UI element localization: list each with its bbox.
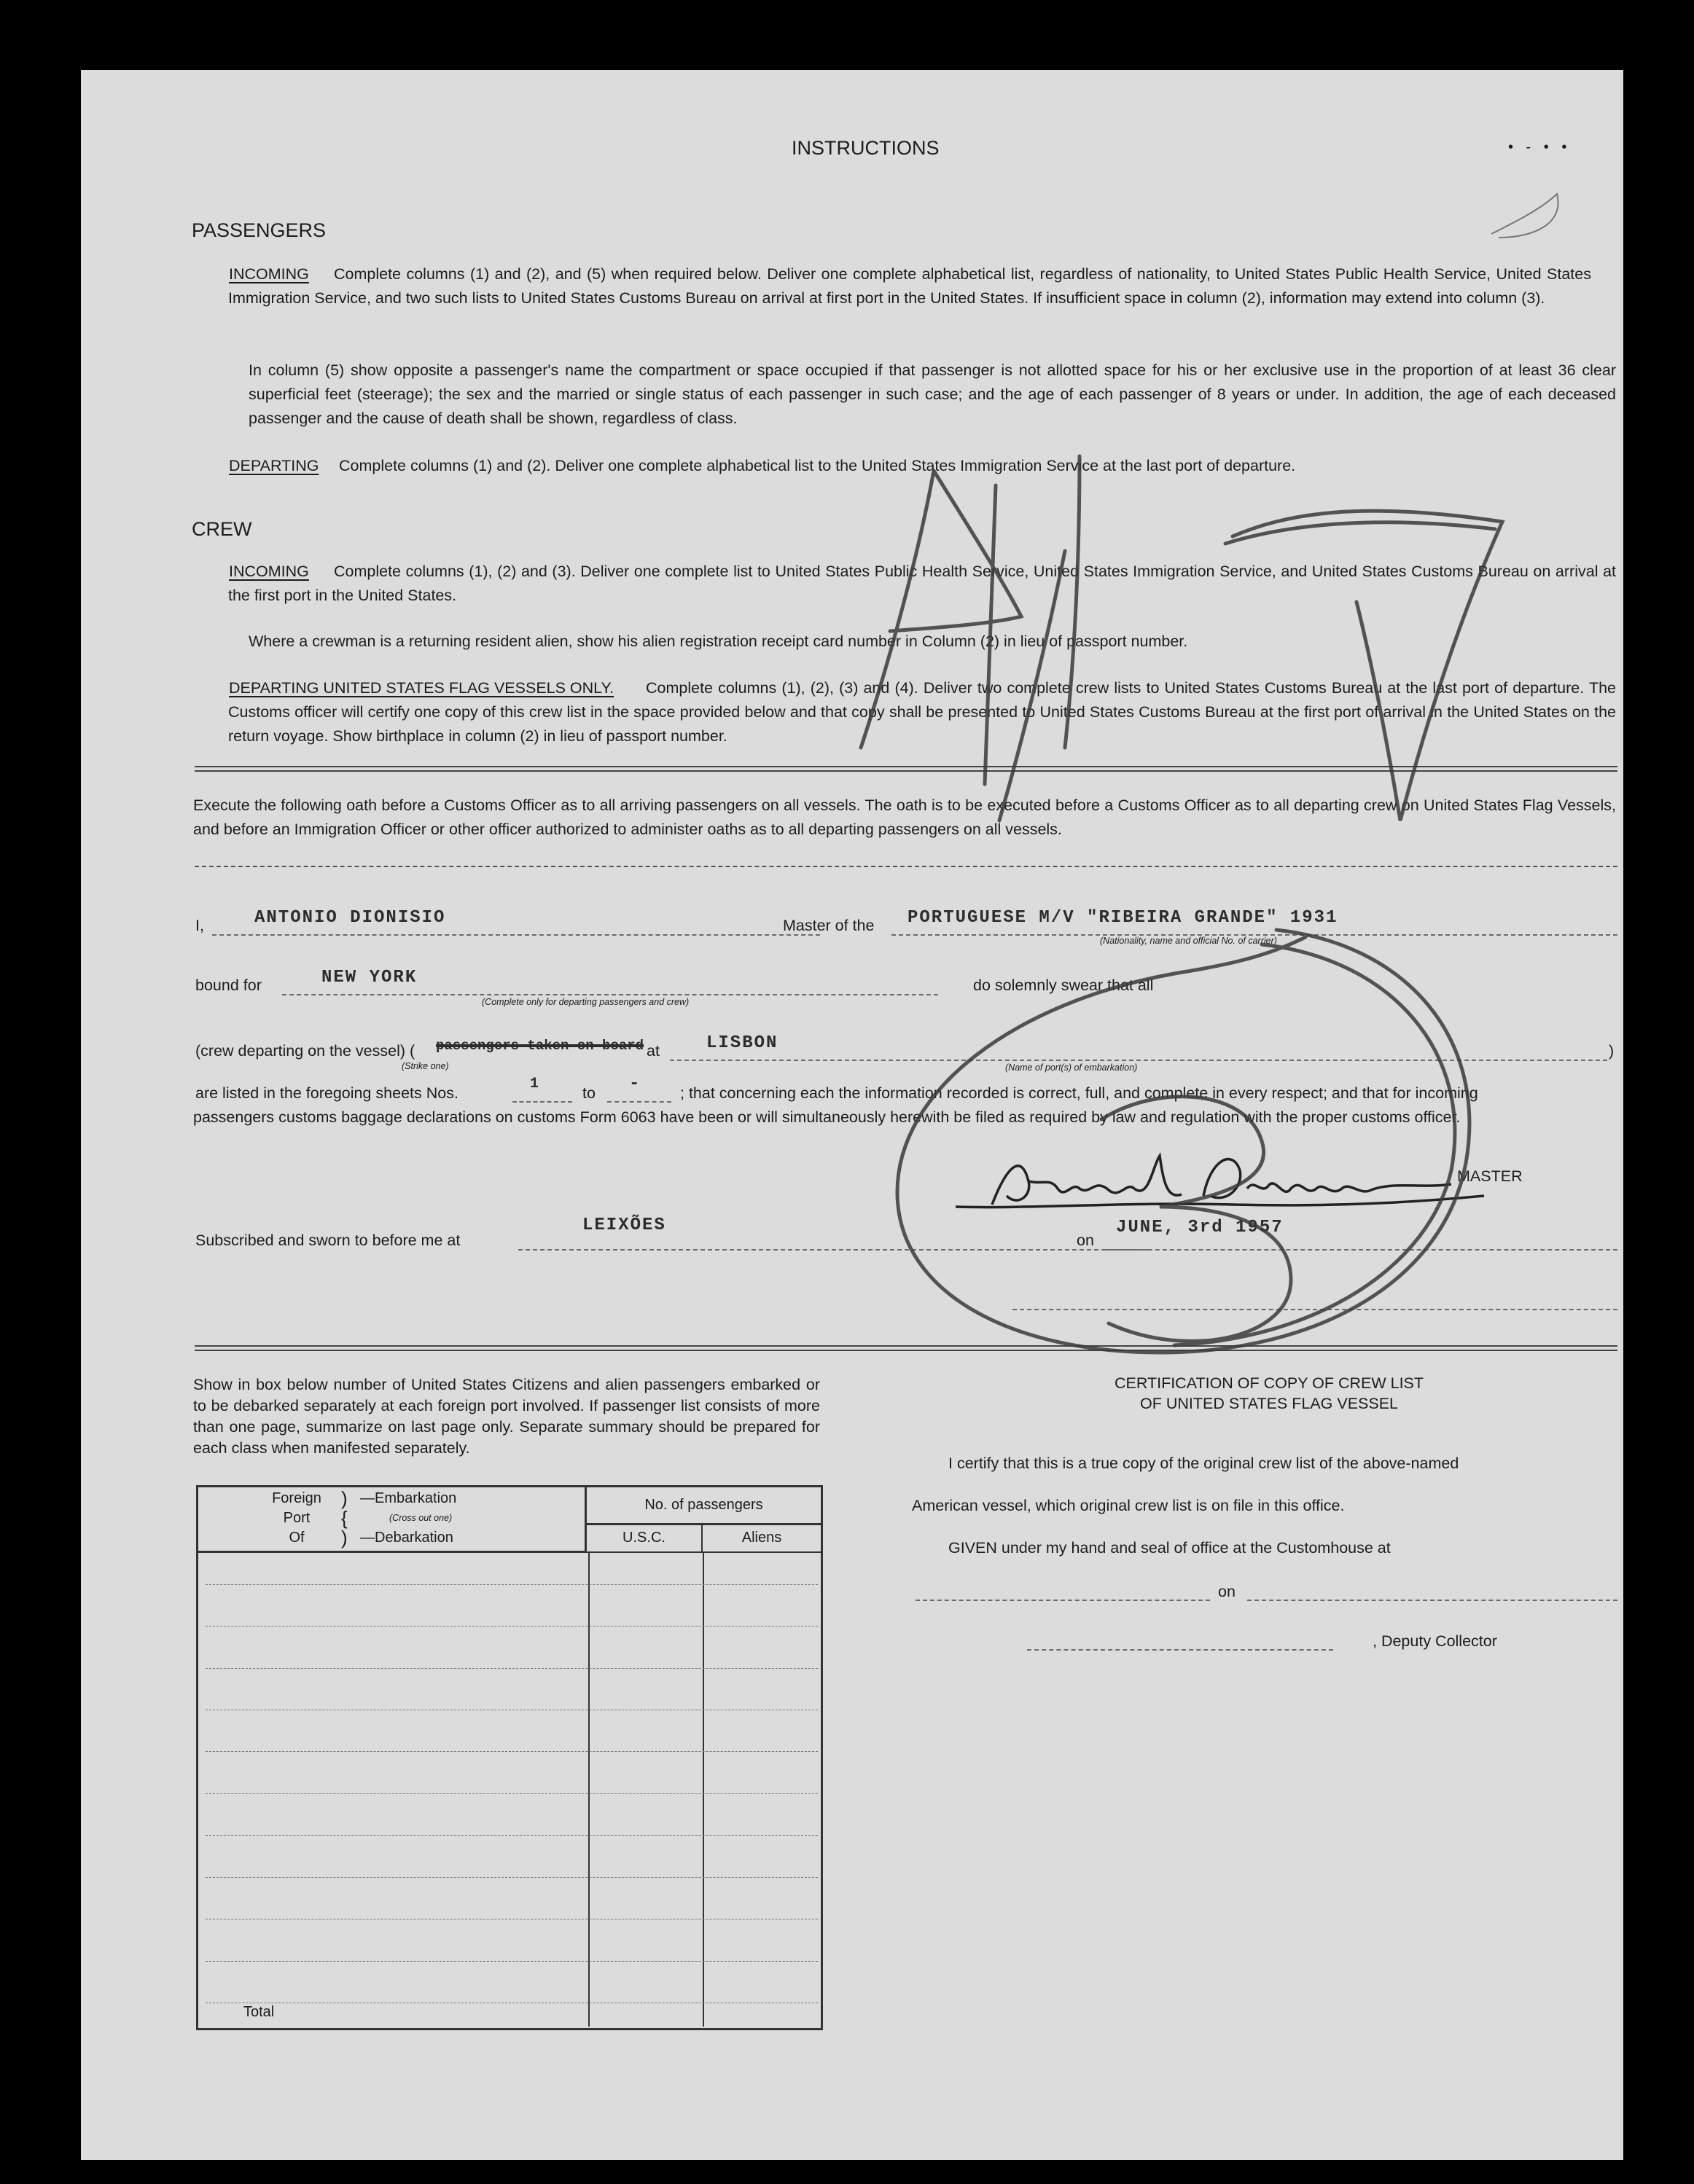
- strike-note: (Strike one): [402, 1061, 449, 1071]
- listed-label: are listed in the foregoing sheets Nos.: [195, 1084, 458, 1102]
- document-page: [81, 70, 1623, 2160]
- total-label: Total: [243, 2004, 275, 2020]
- oath-i-label: I,: [195, 917, 204, 934]
- col-of: Of: [289, 1530, 305, 1546]
- destination-typed: NEW YORK: [321, 968, 418, 987]
- certification-heading-2: OF UNITED STATES FLAG VESSEL: [1139, 1395, 1399, 1412]
- master-name-typed: ANTONIO DIONISIO: [254, 908, 446, 928]
- oath-divider: [195, 866, 1617, 867]
- row-line: [206, 1877, 818, 1878]
- oath-instructions: Execute the following oath before a Customs Officer as to all arriving passengers on all vessels. The oath is to be executed before a Customs Officer as to all departing crew on United States Flag Vessels, and before an Immigration Officer or other officer authorized to administer oaths as to all departing passengers on all vessels.: [193, 797, 1616, 838]
- circled-number-3: [868, 915, 1495, 1367]
- to-label: to: [582, 1084, 596, 1102]
- at-label: at: [647, 1042, 660, 1060]
- certification-on-label: on: [1218, 1583, 1236, 1600]
- row-line: [206, 1626, 818, 1627]
- row-line: [206, 1835, 818, 1836]
- passengers-incoming-label: INCOMING: [229, 265, 309, 283]
- master-name-line: [212, 934, 820, 936]
- certification-line-1: I certify that this is a true copy of the original crew list of the above-named: [948, 1455, 1459, 1472]
- destination-line: [282, 994, 938, 995]
- vertical-divider-usc: [588, 1553, 590, 2027]
- no-passengers-header: No. of passengers: [586, 1487, 822, 1525]
- certification-line-2: American vessel, which original crew list is on file in this office.: [912, 1497, 1345, 1514]
- row-line: [206, 1668, 818, 1669]
- pencil-tick-mark: [1484, 179, 1572, 245]
- sworn-on-label: on: [1077, 1232, 1094, 1249]
- cross-out-note: (Cross out one): [389, 1513, 453, 1523]
- crew-alien-text: Where a crewman is a returning resident alien, show his alien registration receipt card number in Column (2) in lieu of passport number.: [249, 633, 1188, 650]
- port-typed: LISBON: [706, 1033, 778, 1053]
- certification-heading-1: CERTIFICATION OF COPY OF CREW LIST: [1114, 1374, 1424, 1392]
- subscribed-label: Subscribed and sworn to before me at: [195, 1232, 461, 1249]
- crew-incoming-text: Complete columns (1), (2) and (3). Deliver one complete list to United States Public Health Service, United States Immigration Service, and United States Customs Bureau on arrival at the first port in the United States.: [228, 563, 1616, 604]
- master-label: MASTER: [1457, 1167, 1523, 1185]
- swear-label: do solemnly swear that all: [973, 976, 1154, 994]
- summary-instructions: Show in box below number of United States Citizens and alien passengers embarked or to be debarked separately at each foreign port involved. If passenger list consists of more than one page, summarize on last page only. Separate summary should be prepared for each class when manifested separately.: [193, 1376, 820, 1457]
- bound-for-label: bound for: [195, 976, 262, 994]
- port-note: (Name of port(s) of embarkation): [1005, 1062, 1138, 1073]
- crew-departing-label: (crew departing on the vessel) (: [195, 1042, 415, 1060]
- sheet-to-typed: -: [629, 1074, 641, 1094]
- crew-departing-label: DEPARTING UNITED STATES FLAG VESSELS ONLY.: [229, 679, 614, 697]
- crew-heading: CREW: [192, 518, 252, 540]
- aliens-header: Aliens: [702, 1525, 822, 1552]
- sworn-date-typed: JUNE, 3rd 1957: [1116, 1218, 1284, 1237]
- close-paren: ): [1609, 1042, 1615, 1060]
- passengers-departing-label: DEPARTING: [229, 457, 319, 474]
- customhouse-line: [916, 1600, 1210, 1601]
- passengers-column5-text: In column (5) show opposite a passenger's name the compartment or space occupied if that passenger is not allotted space for his or her exclusive use in the proportion of at least 36 clear superficial feet (steerage); the sex and the married or single status of each passenger in such case; and the age of each passenger of 8 years or under. In addition, the age of each deceased passenger and the cause of death shall be shown, regardless of class.: [249, 361, 1616, 427]
- col-foreign: Foreign: [272, 1490, 321, 1506]
- sheet-to-line: [607, 1101, 671, 1103]
- row-line: [206, 1793, 818, 1794]
- passengers-incoming-text: Complete columns (1) and (2), and (5) when required below. Deliver one complete alphabetical list, regardless of nationality, to United States Public Health Service, United States Immigration Service, and two such lists to United States Customs Bureau on arrival at first port in the United States. If insufficient space in column (2), information may extend into column (3).: [228, 265, 1591, 307]
- master-of-label: Master of the: [783, 917, 875, 934]
- foreign-port-header: [198, 1487, 586, 1552]
- col-port: Port: [283, 1510, 311, 1526]
- passenger-summary-table: [196, 1485, 823, 2030]
- row-line: [206, 1751, 818, 1752]
- vertical-divider-aliens: [703, 1553, 704, 2027]
- certification-line-3: GIVEN under my hand and seal of office at the Customhouse at: [948, 1539, 1391, 1557]
- sheet-from-typed: 1: [530, 1076, 541, 1092]
- sworn-place-typed: LEIXÕES: [582, 1216, 666, 1235]
- page-title: INSTRUCTIONS: [792, 137, 940, 159]
- listed-text-2: passengers customs baggage declarations on customs Form 6063 have been or will simultaneously herewith be filed as required by law and regulation with the proper customs officer.: [193, 1108, 1461, 1126]
- struck-option: passengers taken on board: [436, 1038, 644, 1054]
- embarkation-label: —Embarkation: [360, 1490, 457, 1506]
- passengers-departing-text: Complete columns (1) and (2). Deliver one complete alphabetical list to the United States Immigration Service at the last port of departure.: [339, 457, 1296, 474]
- deputy-collector-label: , Deputy Collector: [1373, 1632, 1497, 1650]
- corner-mark: • - • •: [1508, 139, 1572, 155]
- listed-text-1: ; that concerning each the information recorded is correct, full, and complete in every respect; and that for incoming: [680, 1084, 1478, 1102]
- vessel-note: (Nationality, name and official No. of carrier): [1100, 936, 1277, 946]
- pencil-mark-417: [846, 442, 1561, 850]
- certification-date-line: [1247, 1600, 1617, 1601]
- bound-note: (Complete only for departing passengers and crew): [482, 997, 690, 1007]
- vessel-typed: PORTUGUESE M/V "RIBEIRA GRANDE" 1931: [908, 908, 1338, 928]
- row-line: [206, 1961, 818, 1962]
- sheet-from-line: [512, 1101, 572, 1103]
- deputy-signature-line: [1027, 1649, 1333, 1651]
- passengers-heading: PASSENGERS: [192, 219, 327, 241]
- debarkation-label: —Debarkation: [360, 1530, 453, 1546]
- crew-incoming-label: INCOMING: [229, 563, 309, 580]
- usc-header: U.S.C.: [586, 1525, 703, 1552]
- row-line: [206, 1584, 818, 1585]
- brace-icon: ) { ): [341, 1487, 348, 1549]
- crew-departing-text: Complete columns (1), (2), (3) and (4). Deliver two complete crew lists to United States Customs Bureau at the last port of departure. The Customs officer will certify one copy of this crew list in the space provided below and that copy shall be presented to United States Customs Bureau at the first port of arrival in the United States on the return voyage. Show birthplace in column (2) in lieu of passport number.: [228, 679, 1616, 745]
